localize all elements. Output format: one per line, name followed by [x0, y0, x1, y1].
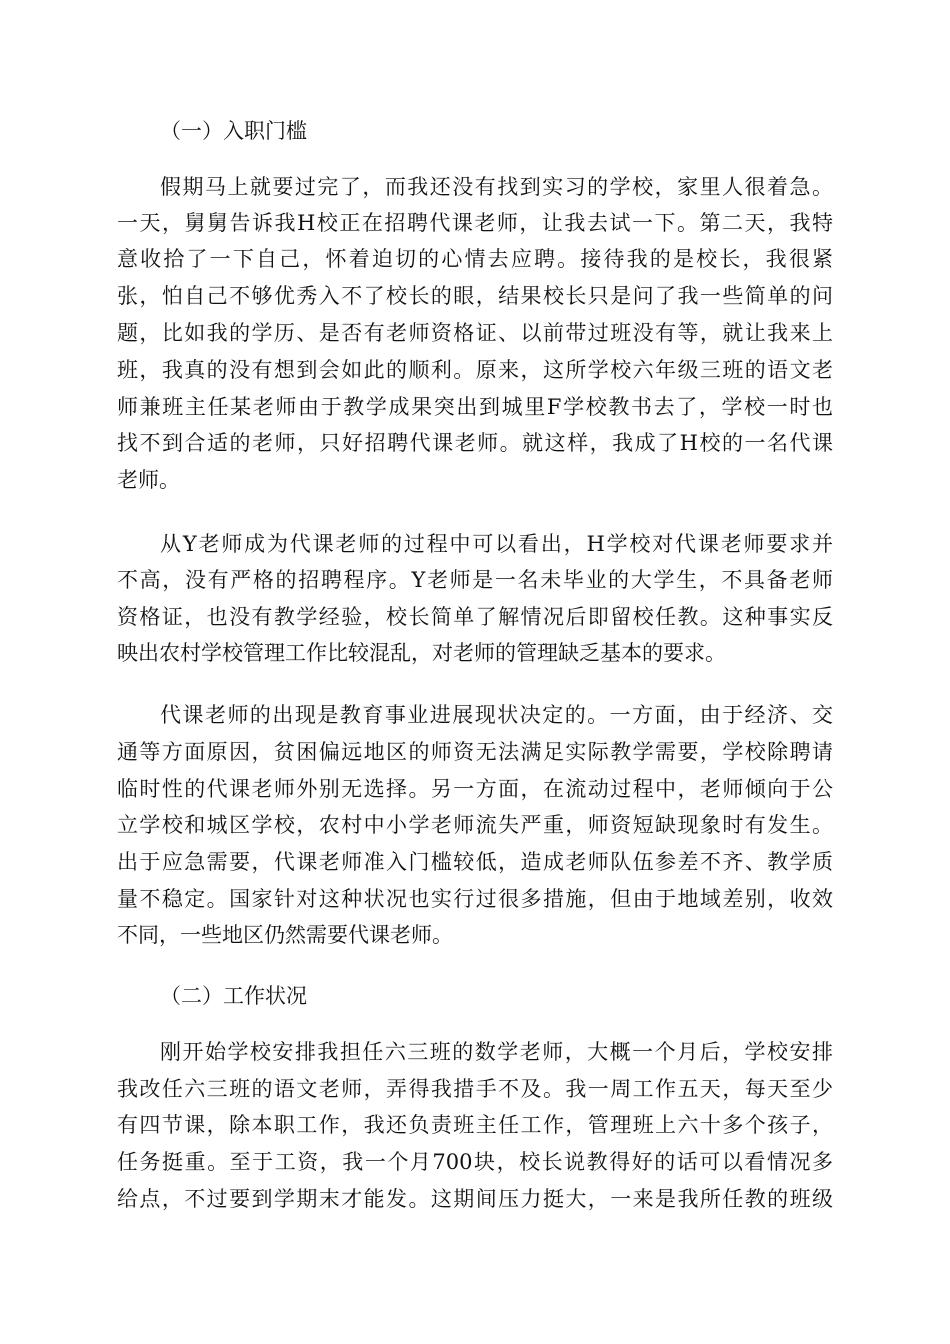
- paragraph-line: 找不到合适的老师，只好招聘代课老师。就这样，我成了H校的一名代课: [117, 431, 833, 455]
- section-heading-work-status: （二）工作状况: [160, 984, 307, 1008]
- paragraph-line: 一天，舅舅告诉我H校正在招聘代课老师，让我去试一下。第二天，我特: [117, 211, 833, 235]
- paragraph-line: 不同，一些地区仍然需要代课老师。: [117, 923, 453, 947]
- paragraph-line: 题，比如我的学历、是否有老师资格证、以前带过班没有等，就让我来上: [117, 321, 833, 345]
- paragraph-line: 代课老师的出现是教育事业进展现状决定的。一方面，由于经济、交: [160, 703, 833, 727]
- paragraph-line: 通等方面原因，贫困偏远地区的师资无法满足实际教学需要，学校除聘请: [117, 740, 833, 764]
- paragraph-line: 班，我真的没有想到会如此的顺利。原来，这所学校六年级三班的语文老: [117, 358, 833, 382]
- paragraph-line: 出于应急需要，代课老师准入门槛较低，造成老师队伍参差不齐、教学质: [117, 850, 833, 874]
- paragraph-line: 资格证，也没有教学经验，校长简单了解情况后即留校任教。这种事实反: [117, 605, 833, 629]
- paragraph-line: 假期马上就要过完了，而我还没有找到实习的学校，家里人很着急。: [160, 175, 833, 199]
- paragraph-line: 立学校和城区学校，农村中小学老师流失严重，师资短缺现象时有发生。: [117, 813, 833, 837]
- paragraph-line: 映出农村学校管理工作比较混乱，对老师的管理缺乏基本的要求。: [117, 641, 726, 665]
- paragraph-line: 我改任六三班的语文老师，弄得我措手不及。我一周工作五天，每天至少: [117, 1077, 833, 1101]
- paragraph-line: 师兼班主任某老师由于教学成果突出到城里F学校教书去了，学校一时也: [117, 395, 833, 419]
- paragraph-line: 有四节课，除本职工作，我还负责班主任工作，管理班上六十多个孩子，: [117, 1113, 833, 1137]
- paragraph-line: 不高，没有严格的招聘程序。Y老师是一名未毕业的大学生，不具备老师: [117, 568, 833, 592]
- paragraph-line: 临时性的代课老师外别无选择。另一方面，在流动过程中，老师倾向于公: [117, 777, 833, 801]
- paragraph-line: 给点，不过要到学期末才能发。这期间压力挺大，一来是我所任教的班级: [117, 1187, 833, 1211]
- paragraph-line: 老师。: [117, 468, 180, 492]
- section-heading-entry-threshold: （一）入职门槛: [160, 119, 307, 143]
- paragraph-line: 从Y老师成为代课老师的过程中可以看出，H学校对代课老师要求并: [160, 532, 833, 556]
- paragraph-line: 量不稳定。国家针对这种状况也实行过很多措施，但由于地域差别，收效: [117, 887, 833, 911]
- paragraph-line: 任务挺重。至于工资，我一个月700块，校长说教得好的话可以看情况多: [117, 1150, 833, 1174]
- paragraph-line: 意收拾了一下自己，怀着迫切的心情去应聘。接待我的是校长，我很紧: [117, 247, 833, 271]
- paragraph-line: 刚开始学校安排我担任六三班的数学老师，大概一个月后，学校安排: [160, 1040, 833, 1064]
- paragraph-line: 张，怕自己不够优秀入不了校长的眼，结果校长只是问了我一些简单的问: [117, 284, 833, 308]
